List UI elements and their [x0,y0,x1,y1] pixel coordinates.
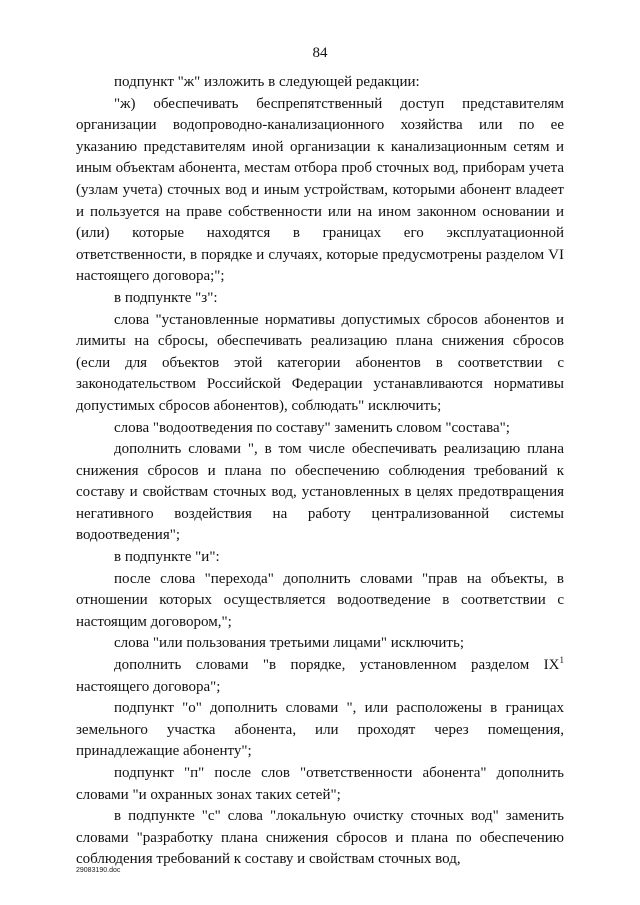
page-number: 84 [312,45,328,61]
paragraph: в подпункте "з": [114,289,218,306]
paragraph: после слова "перехода" дополнить словами "прав на объекты, в отношении которых осуществляется водоотведение в соответствии с настоящим договором,"; [76,570,564,630]
paragraph: подпункт "ж" изложить в следующей редакции: [114,74,420,90]
paragraph-text: настоящего договора"; [76,678,221,695]
paragraph: подпункт "о" дополнить словами ", или расположены в границах земельного участка абонента, или проходят через помещения, принадлежащие абоненту"; [76,700,564,760]
superscript: 1 [559,655,564,666]
paragraph: "ж) обеспечивать беспрепятственный доступ представителям организации водопроводно-канализационного хозяйства или по ее указанию представителям иной организации к канализационным сетям и иным объектам абонента, местам отбора проб сточных вод, приборам учета (узлам учета) сточных вод и иным устройствам, которыми абонент владеет и пользуется на праве собственности или на ином законном основании и (или) которые находятся в границах его эксплуатационной ответственности, в порядке и случаях, которые предусмотрены разделом VI настоящего договора;"; [76,95,564,285]
document-body [76,72,564,871]
paragraph-section-reference [76,655,564,698]
paragraph: слова "установленные нормативы допустимых сбросов абонентов и лимиты на сбросы, обеспечивать реализацию плана снижения сбросов (если для объектов этой категории абонентов в соответствии с законодательством Российской Федерации устанавливаются нормативы допустимых сбросов абонентов), соблюдать" исключить; [76,311,564,414]
paragraph-text: дополнить словами "в порядке, установленном разделом IX [114,657,560,674]
document-filename: 29083190.doc [76,867,121,874]
paragraph: дополнить словами ", в том числе обеспечивать реализацию плана снижения сбросов и плана по обеспечению соблюдения требований к составу и свойствам сточных вод, установленных в целях предотвращения негативного воздействия на работу централизованной системы водоотведения"; [76,441,564,544]
paragraph: слова "водоотведения по составу" заменить словом "состава"; [114,419,510,436]
paragraph: в подпункте "и": [114,549,220,566]
paragraph: подпункт "п" после слов "ответственности абонента" дополнить словами "и охранных зонах таких сетей"; [76,765,564,803]
paragraph: в подпункте "с" слова "локальную очистку сточных вод" заменить словами "разработку плана снижения сбросов и плана по обеспечению соблюдения требований к составу и свойствам сточных вод, [76,808,564,868]
paragraph: слова "или пользования третьими лицами" исключить; [114,635,464,652]
